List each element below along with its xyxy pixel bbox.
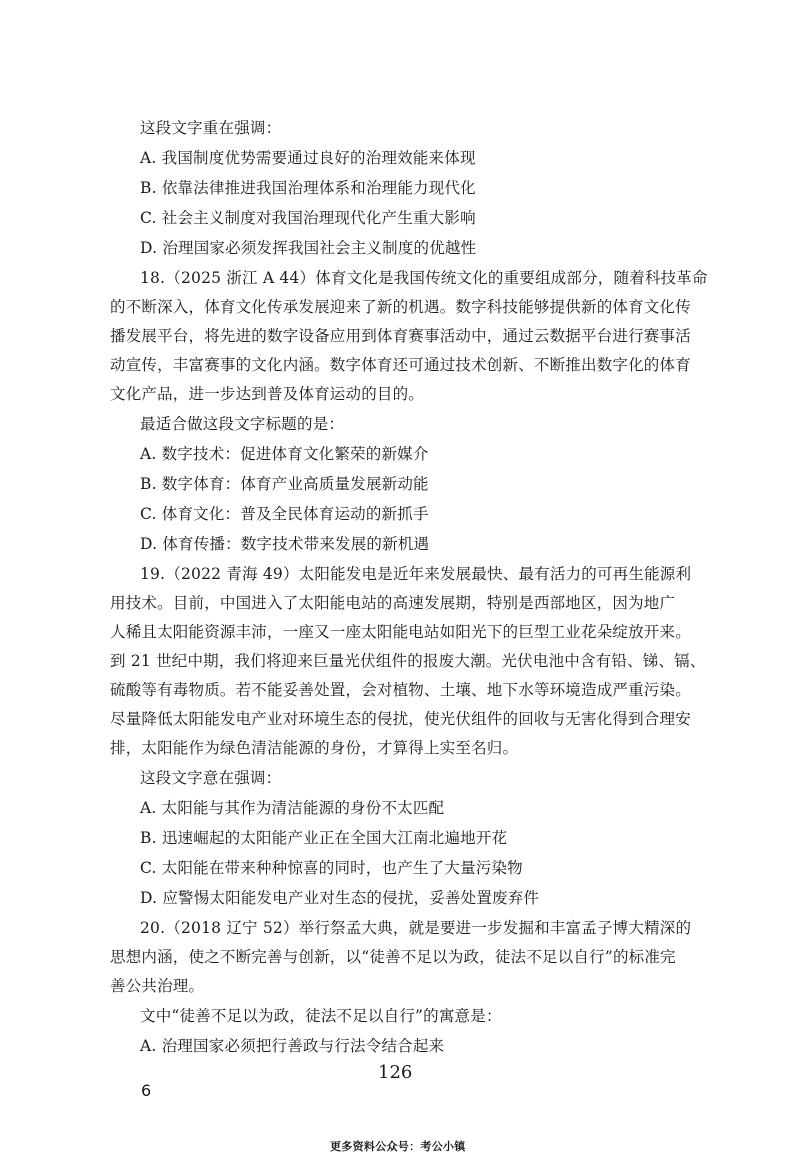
- passage-line: 思想内涵，使之不断完善与创新，以“徒善不足以为政，徒法不足以自行”的标准完: [110, 948, 676, 966]
- option-a: A. 数字技术：促进体育文化繁荣的新媒介: [140, 445, 429, 463]
- option-a: A. 治理国家必须把行善政与行法令结合起来: [140, 1037, 445, 1055]
- option-a: A. 我国制度优势需要通过良好的治理效能来体现: [140, 149, 476, 167]
- passage-line: 动宣传，丰富赛事的文化内涵。数字体育还可通过技术创新、不断推出数字化的体育: [110, 356, 691, 374]
- question-stem: 最适合做这段文字标题的是：: [140, 415, 345, 433]
- option-c: C. 社会主义制度对我国治理现代化产生重大影响: [140, 209, 476, 227]
- passage-line: 尽量降低太阳能发电产业对环境生态的侵扰，使光伏组件的回收与无害化得到合理安: [110, 710, 691, 728]
- passage-line: 善公共治理。: [110, 977, 205, 995]
- passage-line: 19.（2022 青海 49）太阳能发电是近年来发展最快、最有活力的可再生能源利: [140, 565, 692, 583]
- option-d: D. 体育传播：数字技术带来发展的新机遇: [140, 535, 430, 553]
- option-b: B. 迅速崛起的太阳能产业正在全国大江南北遍地开花: [140, 829, 508, 847]
- option-d: D. 治理国家必须发挥我国社会主义制度的优越性: [140, 239, 477, 257]
- passage-line: 排，太阳能作为绿色清洁能源的身份，才算得上实至名归。: [110, 739, 519, 757]
- question-stem: 文中“徒善不足以为政，徒法不足以自行”的寓意是：: [140, 1007, 502, 1025]
- passage-line: 的不断深入，体育文化传承发展迎来了新的机遇。数字科技能够提供新的体育文化传: [110, 298, 691, 316]
- passage-line: 用技术。目前，中国进入了太阳能电站的高速发展期，特别是西部地区，因为地广: [110, 594, 676, 612]
- passage-line: 文化产品，进一步达到普及体育运动的目的。: [110, 385, 425, 403]
- option-b: B. 依靠法律推进我国治理体系和治理能力现代化: [140, 179, 476, 197]
- question-stem: 这段文字意在强调：: [140, 769, 282, 787]
- option-d: D. 应警惕太阳能发电产业对生态的侵扰，妥善处置废弃件: [140, 889, 540, 907]
- footer-note: 更多资料公众号：考公小镇: [330, 1140, 466, 1153]
- passage-line: 20.（2018 辽宁 52）举行祭孟大典，就是要进一步发掘和丰富孟子博大精深的: [140, 919, 692, 937]
- passage-line: 人稀且太阳能资源丰沛，一座又一座太阳能电站如阳光下的巨型工业花朵绽放开来。: [110, 623, 691, 641]
- passage-line: 到 21 世纪中期，我们将迎来巨量光伏组件的报废大潮。光伏电池中含有铅、锑、镉、: [110, 652, 706, 670]
- option-a: A. 太阳能与其作为清洁能源的身份不太匹配: [140, 799, 445, 817]
- page-number: 126: [378, 1062, 413, 1083]
- passage-line: 硫酸等有毒物质。若不能妥善处置，会对植物、土壤、地下水等环境造成严重污染。: [110, 681, 691, 699]
- passage-line: 18.（2025 浙江 A 44）体育文化是我国传统文化的重要组成部分，随着科技革命: [140, 269, 708, 287]
- question-stem: 这段文字重在强调：: [140, 119, 282, 137]
- corner-mark: 6: [141, 1081, 152, 1100]
- passage-line: 播发展平台，将先进的数字设备应用到体育赛事活动中，通过云数据平台进行赛事活: [110, 327, 691, 345]
- option-c: C. 太阳能在带来种种惊喜的同时，也产生了大量污染物: [140, 859, 523, 877]
- option-c: C. 体育文化：普及全民体育运动的新抓手: [140, 505, 429, 523]
- option-b: B. 数字体育：体育产业高质量发展新动能: [140, 475, 429, 493]
